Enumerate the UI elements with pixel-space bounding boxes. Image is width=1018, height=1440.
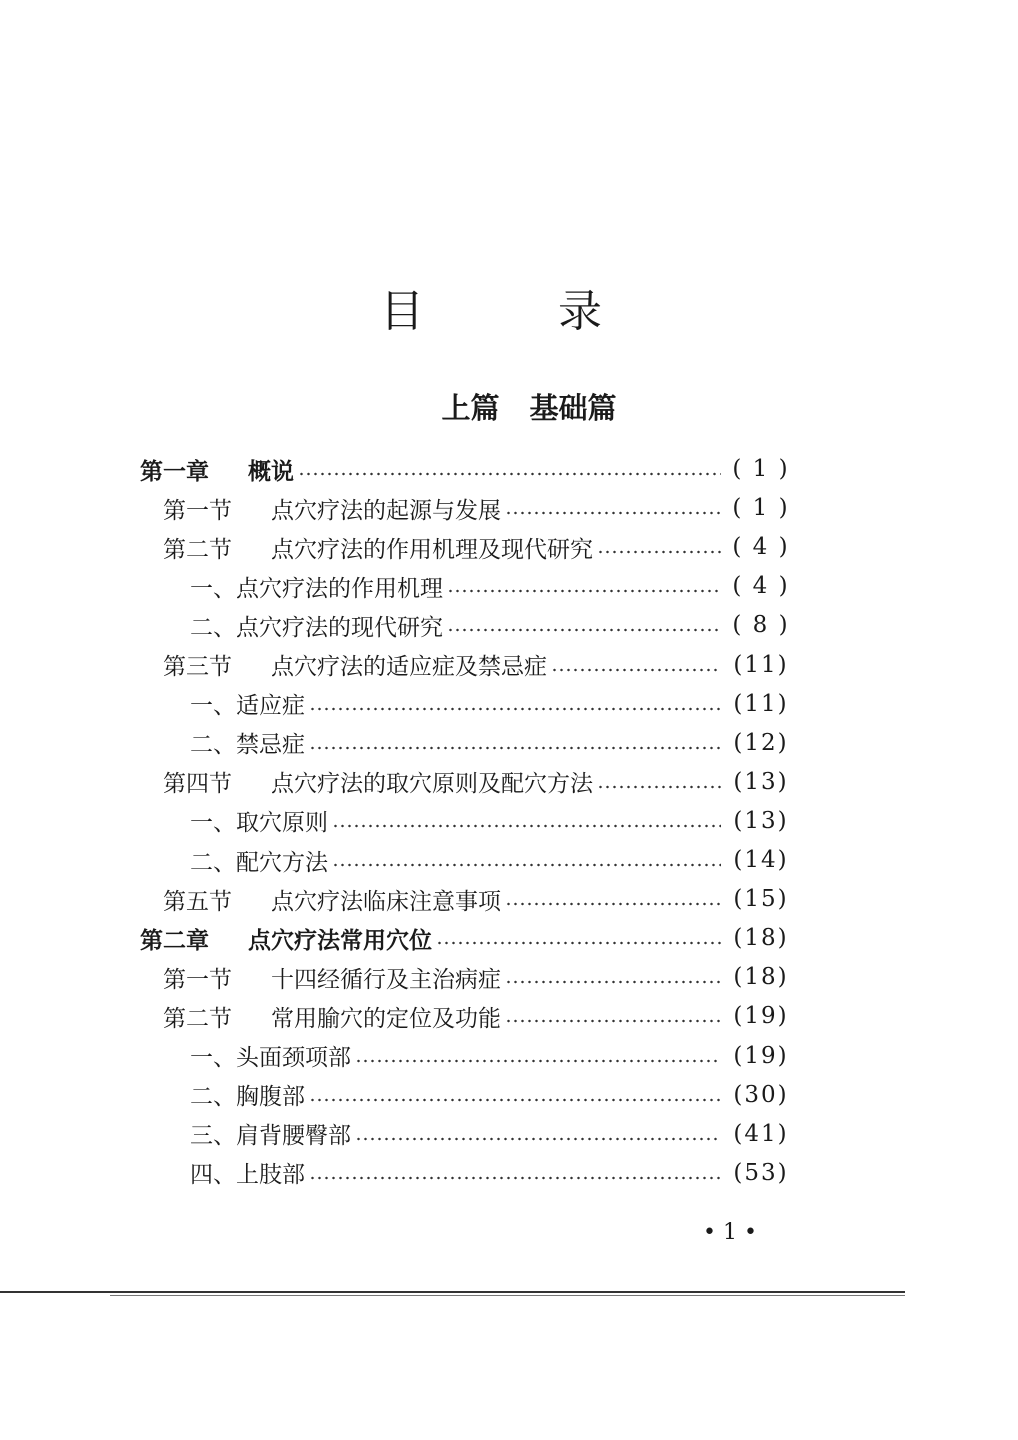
dot-leader	[355, 1059, 721, 1063]
dot-leader	[309, 1098, 721, 1102]
toc-entry-number: 第一节	[163, 966, 232, 993]
toc-entry[interactable]	[190, 1117, 795, 1151]
toc-entry-title: 取穴原则	[236, 810, 328, 837]
toc-entry-title: 点穴疗法的作用机理及现代研究	[271, 536, 593, 563]
toc-entry-number: 二、	[190, 1084, 236, 1111]
dot-leader	[332, 824, 721, 828]
toc-entry-page: (53)	[733, 1159, 789, 1186]
dot-leader	[447, 589, 721, 593]
dot-leader	[505, 980, 721, 984]
toc-entry-title: 点穴疗法常用穴位	[248, 927, 432, 954]
footer-rule	[0, 1291, 905, 1293]
page-number: • 1 •	[703, 1220, 757, 1245]
dot-leader	[309, 746, 721, 750]
toc-entry-title: 概说	[248, 458, 294, 485]
toc-entry-number: 第五节	[163, 888, 232, 915]
toc-entry-title: 点穴疗法的作用机理	[236, 575, 443, 602]
dot-leader	[505, 1019, 721, 1023]
toc-entry-page: (15)	[733, 886, 789, 913]
toc-entry-page: ( 8 )	[732, 612, 790, 639]
toc-entry-page: (12)	[733, 729, 789, 756]
toc-entry-page: (30)	[733, 1081, 789, 1108]
toc-entry[interactable]	[190, 687, 795, 721]
toc-entry[interactable]	[163, 999, 795, 1033]
toc-entry-title: 十四经循行及主治病症	[271, 966, 501, 993]
toc-entry-title: 适应症	[236, 693, 305, 720]
toc-entry-number: 第四节	[163, 771, 232, 798]
toc-entry-number: 第一节	[163, 497, 232, 524]
dot-leader	[597, 550, 721, 554]
toc-entry-page: ( 1 )	[732, 495, 790, 522]
part-heading	[0, 388, 1018, 428]
toc-entry-number: 一、	[190, 1045, 236, 1071]
toc-entry[interactable]	[163, 765, 795, 799]
toc-entry-title: 常用腧穴的定位及功能	[271, 1005, 501, 1032]
toc-entry-title: 点穴疗法的适应症及禁忌症	[271, 654, 547, 680]
dot-leader	[447, 628, 721, 632]
toc-entry[interactable]	[190, 1078, 795, 1112]
dot-leader	[298, 472, 721, 476]
toc-entry[interactable]	[190, 1156, 795, 1190]
toc-entry-number: 第三节	[163, 654, 232, 680]
toc-entry[interactable]	[163, 960, 795, 994]
toc-entry[interactable]	[140, 921, 795, 955]
toc-entry-page: (41)	[733, 1120, 789, 1147]
toc-entry-title: 点穴疗法的现代研究	[236, 614, 443, 641]
toc-entry[interactable]	[163, 491, 795, 525]
part-label: 上篇	[441, 391, 500, 425]
toc-entry-number: 二、	[190, 614, 236, 641]
toc-entry-number: 第一章	[140, 458, 209, 485]
toc-entry-page: (19)	[733, 1003, 789, 1030]
toc-entry-page: (14)	[733, 847, 789, 873]
toc-entry-page: ( 1 )	[732, 456, 790, 482]
part-name: 基础篇	[529, 391, 617, 425]
toc-entry[interactable]	[190, 569, 795, 603]
toc-entry-page: ( 4 )	[732, 573, 790, 600]
toc-entry-title: 肩背腰臀部	[236, 1123, 351, 1150]
toc-entry[interactable]	[190, 1039, 795, 1073]
toc-entry-title: 胸腹部	[236, 1084, 305, 1111]
toc-entry-title: 禁忌症	[236, 732, 305, 759]
toc-entry-page: (18)	[733, 925, 789, 952]
toc-entry-title: 头面颈项部	[236, 1045, 351, 1071]
toc-entry-page: ( 4 )	[732, 534, 790, 561]
toc-entry-page: (13)	[733, 768, 789, 795]
toc-entry-page: (13)	[733, 807, 789, 834]
toc-entry-title: 点穴疗法的起源与发展	[271, 497, 501, 524]
toc-entry-title: 点穴疗法的取穴原则及配穴方法	[271, 771, 593, 798]
toc-entry-number: 第二节	[163, 536, 232, 563]
dot-leader	[309, 1176, 721, 1180]
toc-entry[interactable]	[190, 726, 795, 760]
dot-leader	[355, 1137, 721, 1141]
toc-entry-number: 一、	[190, 575, 236, 602]
toc-entry-number: 一、	[190, 810, 236, 837]
toc-entry-number: 三、	[190, 1123, 236, 1150]
toc-entry-title: 点穴疗法临床注意事项	[271, 888, 501, 915]
dot-leader	[551, 668, 721, 672]
toc-entry[interactable]	[163, 648, 795, 682]
toc-entry-number: 四、	[190, 1162, 236, 1189]
dot-leader	[436, 941, 721, 945]
toc-entry-title: 上肢部	[236, 1162, 305, 1189]
dot-leader	[332, 863, 721, 867]
dot-leader	[505, 511, 721, 515]
toc-entry[interactable]	[163, 530, 795, 564]
toc-entry[interactable]	[190, 804, 795, 838]
dot-leader	[309, 707, 721, 711]
toc-entry[interactable]	[190, 608, 795, 642]
toc-entry-number: 二、	[190, 849, 236, 876]
dot-leader	[505, 902, 721, 906]
footer-rule-secondary	[110, 1295, 905, 1296]
page-title: 目 录	[380, 286, 662, 337]
toc-entry[interactable]	[140, 452, 795, 486]
toc-entry[interactable]	[190, 843, 795, 877]
toc-entry-number: 一、	[190, 693, 236, 720]
toc-entry-page: (18)	[733, 964, 789, 991]
toc-entry-title: 配穴方法	[236, 849, 328, 876]
toc-entry-page: (11)	[733, 690, 789, 717]
toc-entry-page: (19)	[733, 1042, 789, 1069]
toc-entry-page: (11)	[733, 651, 789, 678]
toc-entry-number: 第二章	[140, 927, 209, 954]
dot-leader	[597, 785, 721, 789]
toc-entry-number: 第二节	[163, 1005, 232, 1032]
toc-entry[interactable]	[163, 882, 795, 916]
toc-entry-number: 二、	[190, 732, 236, 759]
